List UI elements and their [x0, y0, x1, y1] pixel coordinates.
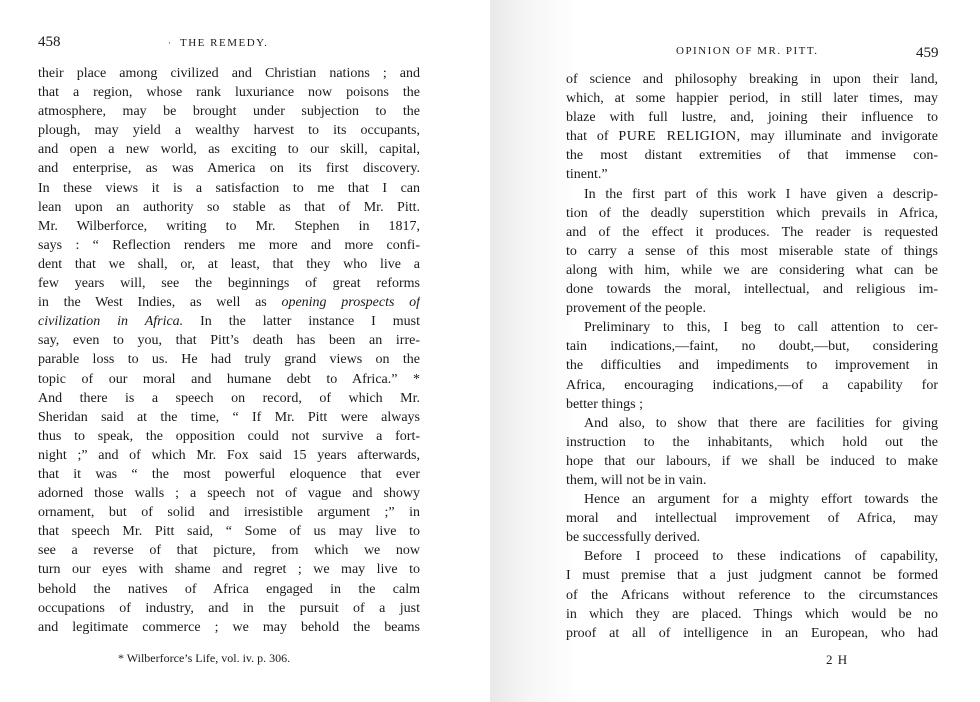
text-line	[38, 293, 420, 312]
text-line: night ;” and of which Mr. Fox said 15 years afterwards,	[38, 447, 420, 463]
text-line: And also, to show that there are facilities for giving	[584, 415, 938, 431]
text-line: lean upon an authority so stable as that of Mr. Pitt.	[38, 199, 420, 215]
text-line: ornament, but of solid and irresistible argument ;” in	[38, 505, 420, 521]
text-line: In the first part of this work I have given a descrip-	[584, 186, 938, 202]
text-line: the most distant extremities of that immense con-	[566, 148, 938, 164]
text-line: tinent.”	[566, 167, 608, 183]
page-number: 459	[916, 45, 939, 61]
text-line: in which they are placed. Things which would be no	[566, 606, 938, 622]
text-line: Hence an argument for a mighty effort towards the	[584, 492, 938, 508]
text-line: see a reverse of that picture, from which we now	[38, 543, 420, 559]
text-segment: in the West Indies, as well as	[38, 295, 267, 311]
text-line: Before I proceed to these indications of capability,	[584, 549, 938, 565]
text-line: behold the natives of Africa engaged in the calm	[38, 581, 420, 597]
text-line: the difficulties and impediments to improvement in	[566, 358, 938, 374]
text-line: instruction to the inhabitants, which hold out the	[566, 434, 938, 450]
italic-phrase: opening prospects of	[281, 295, 420, 311]
text-line: done towards the moral, intellectual, and religious im-	[566, 282, 938, 298]
text-line: And there is a speech on record, of which Mr.	[38, 390, 420, 406]
text-line: Sheridan said at the time, “ If Mr. Pitt were always	[38, 409, 420, 425]
text-line: Mr. Wilberforce, writing to Mr. Stephen in 1817,	[38, 218, 420, 234]
text-line: better things ;	[566, 396, 643, 412]
text-line: that speech Mr. Pitt said, “ Some of us may live to	[38, 524, 420, 540]
text-line: and legitimate commerce ; we may behold the beams	[38, 619, 420, 635]
text-line: Africa, encouraging indications,—of a capability for	[566, 377, 938, 393]
text-line: their place among civilized and Christian nations ; and	[38, 66, 420, 81]
text-line: and of the effect it produces. The reader is requested	[566, 224, 938, 240]
text-line: hope that our labours, if we shall be induced to make	[566, 453, 938, 469]
text-line: says : “ Reflection renders me more and more confi-	[38, 237, 420, 253]
body-text	[38, 64, 420, 637]
text-line: plough, may yield a wealthy harvest to its occupants,	[38, 123, 420, 139]
text-line: turn our eyes with shame and regret ; we may live to	[38, 562, 420, 578]
text-line: along with him, while we are considering what can be	[566, 262, 938, 278]
text-line: topic of our moral and humane debt to Africa.” *	[38, 371, 420, 387]
text-line: say, even to you, that Pitt’s death has been an irre-	[38, 333, 420, 349]
running-head: THE REMEDY.	[180, 37, 269, 49]
text-line: tion of the deadly superstition which prevails in Africa,	[566, 205, 938, 221]
text-line: Preliminary to this, I beg to call attention to cer-	[584, 320, 938, 336]
text-line: that a region, whose rank luxuriance now poisons the	[38, 85, 420, 101]
text-line: to carry a sense of this most miserable state of things	[566, 243, 938, 259]
text-line: atmosphere, may be brought under subjection to the	[38, 104, 420, 120]
footnote: * Wilberforce’s Life, vol. iv. p. 306.	[118, 651, 291, 665]
text-line: dent that we shall, or, at least, that they who live a	[38, 256, 420, 272]
text-line: few years will, see the beginnings of great reforms	[38, 276, 420, 292]
text-line: be successfully derived.	[566, 530, 701, 546]
text-line: moral and intellectual improvement of Africa, may	[566, 511, 938, 527]
italic-phrase: civilization in Africa.	[38, 314, 184, 330]
text-line: thus to speak, the opposition could not survive a fort-	[38, 428, 420, 444]
text-line	[38, 312, 420, 331]
signature-mark: 2 H	[826, 652, 849, 667]
right-page	[490, 0, 980, 702]
small-caps-phrase: PURE RELIGION,	[618, 129, 741, 145]
text-line: occupations of industry, and in the pursuit of a just	[38, 600, 420, 616]
body-text	[566, 70, 938, 643]
text-line	[566, 127, 938, 146]
text-line: of science and philosophy breaking in upon their land,	[566, 72, 938, 87]
running-head: OPINION OF MR. PITT.	[676, 45, 819, 57]
text-line: which, at some happier period, in still later times, may	[566, 91, 938, 107]
text-line: provement of the people.	[566, 301, 706, 317]
text-line: and open a new world, as exciting to our skill, capital,	[38, 142, 420, 158]
text-line: parable loss to us. He had truly grand views on the	[38, 352, 420, 368]
text-line: adorned those walls ; a speech not of vague and showy	[38, 486, 420, 502]
text-line: I must premise that a just judgment cannot be formed	[566, 568, 938, 584]
text-segment: that of	[566, 129, 609, 145]
text-line: proof at all of intelligence in an European, who had	[566, 625, 938, 641]
text-line: In these views it is a satisfaction to me that I can	[38, 180, 420, 196]
text-segment: may illuminate and invigorate	[750, 129, 938, 145]
text-segment: In the latter instance I must	[200, 314, 420, 330]
text-line: tain indications,—faint, no doubt,—but, considering	[566, 339, 938, 355]
ornament-bullet: ·	[168, 38, 171, 48]
text-line: blaze with full lustre, and, joining their influence to	[566, 110, 938, 126]
text-line: that it was “ the most powerful eloquence that ever	[38, 466, 420, 482]
text-line: of the Africans without reference to the circumstances	[566, 587, 938, 603]
page-number: 458	[38, 34, 61, 50]
text-line: and enterprise, as was America on its first discovery.	[38, 161, 420, 177]
text-line: them, will not be in vain.	[566, 472, 707, 488]
